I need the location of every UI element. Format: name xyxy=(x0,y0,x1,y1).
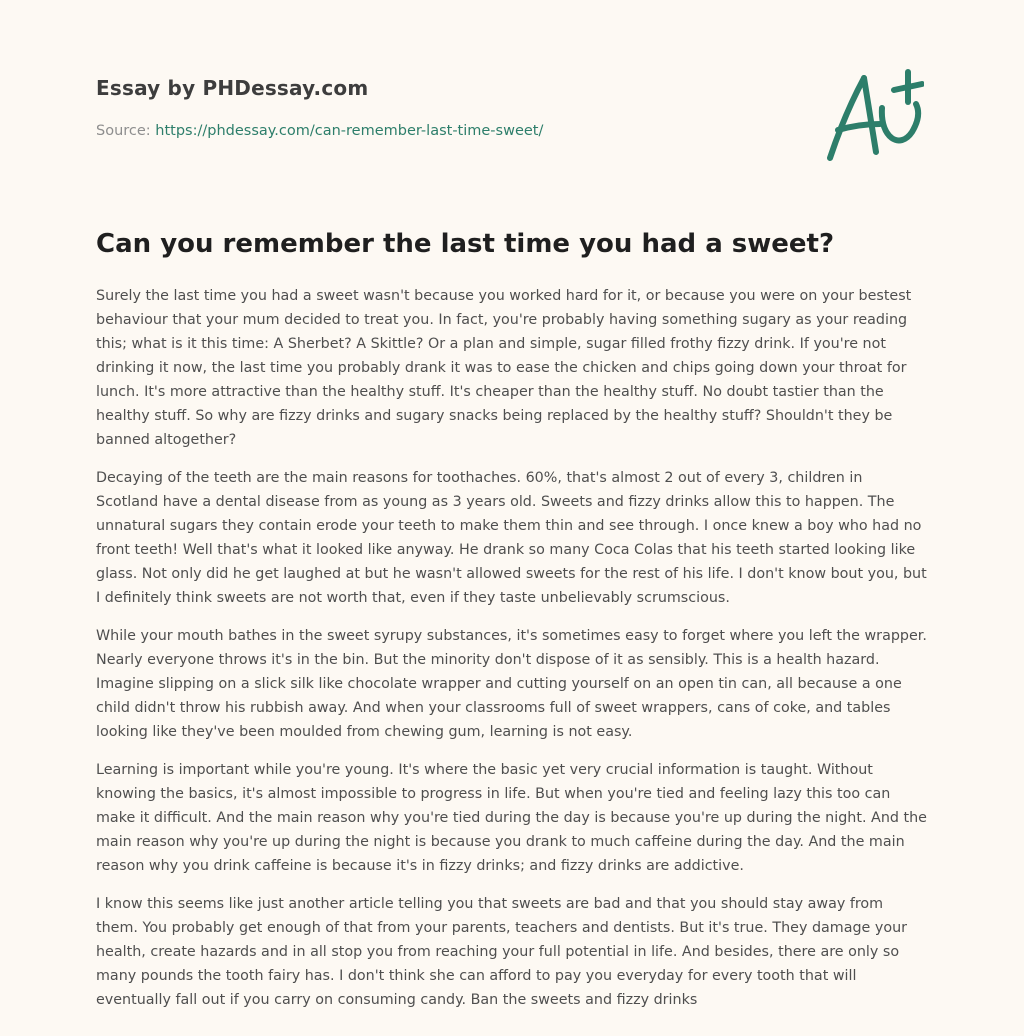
essay-body xyxy=(96,284,928,1026)
a-plus-logo-icon xyxy=(824,68,924,164)
essay-paragraph: Surely the last time you had a sweet wasn't because you worked hard for it, or because you were on your bestest behaviour that your mum decided to treat you. In fact, you're probably having something sugary as your reading this; what is it this time: A Sherbet? A Skittle? Or a plan and simple, sugar filled frothy fizzy drink. If you're not drinking it now, the last time you probably drank it was to ease the chicken and chips going down your throat for lunch. It's more attractive than the healthy stuff. It's cheaper than the healthy stuff. No doubt tastier than the healthy stuff. So why are fizzy drinks and sugary snacks being replaced by the healthy stuff? Shouldn't they be banned altogether? xyxy=(96,288,912,448)
source-link[interactable]: https://phdessay.com/can-remember-last-time-sweet/ xyxy=(155,123,544,139)
brand-title: Essay by PHDessay.com xyxy=(96,76,369,100)
essay-paragraph: While your mouth bathes in the sweet syrupy substances, it's sometimes easy to forget where you left the wrapper. Nearly everyone throws it's in the bin. But the minority don't dispose of it as sensibly. This is a health hazard. Imagine slipping on a slick silk like chocolate wrapper and cutting yourself on an open tin can, all because a one child didn't throw his rubbish away. And when your classrooms full of sweet wrappers, cans of coke, and tables looking like they've been moulded from chewing gum, learning is not easy. xyxy=(96,628,927,740)
essay-paragraph: I know this seems like just another article telling you that sweets are bad and that you should stay away from them. You probably get enough of that from your parents, teachers and dentists. But it's true. They damage your health, create hazards and in all stop you from reaching your full potential in life. And besides, there are only so many pounds the tooth fairy has. I don't think she can afford to pay you everyday for every tooth that will eventually fall out if you carry on consuming candy. Ban the sweets and fizzy drinks xyxy=(96,896,908,1008)
source-label: Source: xyxy=(96,123,156,139)
page-header xyxy=(96,0,936,200)
essay-paragraph: Decaying of the teeth are the main reasons for toothaches. 60%, that's almost 2 out of every 3, children in Scotland have a dental disease from as young as 3 years old. Sweets and fizzy drinks allow this to happen. The unnatural sugars they contain erode your teeth to make them thin and see through. I once knew a boy who had no front teeth! Well that's what it looked like anyway. He drank so many Coca Colas that his teeth started looking like glass. Not only did he get laughed at but he wasn't allowed sweets for the rest of his life. I don't know bout you, but I definitely think sweets are not worth that, even if they taste unbelievably scrumscious. xyxy=(96,470,927,606)
essay-paragraph: Learning is important while you're young. It's where the basic yet very crucial information is taught. Without knowing the basics, it's almost impossible to progress in life. But when you're tied and feeling lazy this too can make it difficult. And the main reason why you're tied during the day is because you're up during the night. And the main reason why you're up during the night is because you drank to much caffeine during the day. And the main reason why you drink caffeine is because it's in fizzy drinks; and fizzy drinks are addictive. xyxy=(96,762,927,874)
source-line xyxy=(96,123,543,139)
essay-title: Can you remember the last time you had a sweet? xyxy=(96,229,835,259)
